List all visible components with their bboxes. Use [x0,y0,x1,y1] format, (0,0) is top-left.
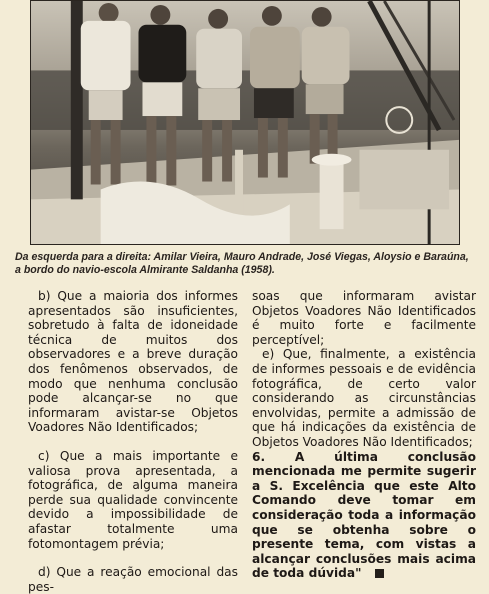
paragraph-b: b) Que a maioria dos informes apresentados são insuficientes, sobretudo à falta de idoneidade técnica de muitos dos observadores e a breve duração dos fenômenos observados, de modo que nenhuma conclusão pode alcançar-se no que informaram avistar-se Objetos Voadores Não Identificados; [28,289,238,435]
crew-photo [30,0,460,245]
paragraph-d-start: d) Que a reação emocional das pes- [28,565,238,594]
paragraph-d-end: soas que informaram avistar Objetos Voadores Não Identificados é muito forte e facilmente perceptível; [252,289,476,347]
photo-caption: Da esquerda para a direita: Amilar Vieira, Mauro Andrade, José Viegas, Aloysio e Baraúna, a bordo do navio-escola Almirante Saldanha (1958). [15,251,469,276]
paragraph-e: e) Que, finalmente, a existência de informes pessoais e de evidência fotográfica, de certo valor considerando as circunstâncias envolvidas, permite a admissão de que há indicações da existência de Objetos Voadores Não Identificados; [252,347,476,449]
paragraph-6-text: 6. A última conclusão mencionada me permite sugerir a S. Excelência que este Alto Comando deve tomar em consideração toda a informação que se obtenha sobre o presente tema, com vistas a alcançar conclusões mais acima de toda dúvida" [252,449,476,581]
right-text-column [252,289,476,581]
left-text-column [28,289,238,594]
paragraph-6 [252,450,476,581]
paragraph-c: c) Que a mais importante e valiosa prova apresentada, a fotográfica, de alguma maneira perde sua qualidade convincente devido a impossibilidade de afastar totalmente uma fotomontagem prévia; [28,448,238,551]
end-square-icon [375,569,384,578]
ship-deck-photo-icon [31,1,459,244]
